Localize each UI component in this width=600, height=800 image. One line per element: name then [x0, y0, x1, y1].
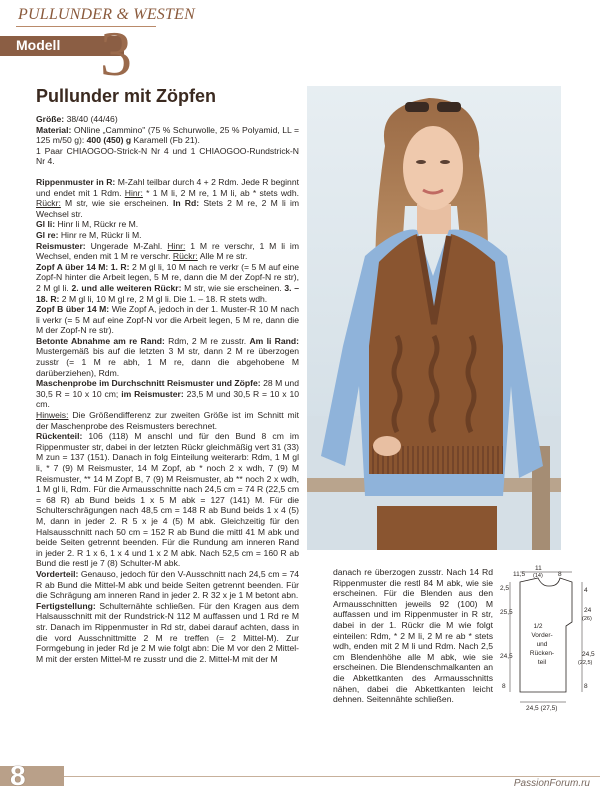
reismuster: Reismuster: Ungerade M-Zahl. Hinr: 1 M re verschr, 1 M li im Wechsel, enden mit 1 M re verschr. Rückr: Alle M re str. — [36, 240, 299, 262]
schema-left-3: 24,5 — [500, 653, 513, 660]
schema-left-1: 2,5 — [500, 585, 510, 592]
instructions-right-column — [333, 567, 493, 705]
page-title: Pullunder mit Zöpfen — [36, 86, 216, 106]
schema-piece-4: Rücken- — [529, 650, 555, 657]
betonte-abnahme: Betonte Abnahme am re Rand: Rdm, 2 M re zusstr. Am li Rand: Mustergemäß bis auf die letzten 3 M str, dann 2 M re überzogen zusstr (= 1 M re abh, 1 M re, dann die abgehobene M darüberziehen), Rdm. — [36, 335, 299, 378]
model-photo — [307, 86, 561, 550]
page-number: 8 — [10, 760, 26, 791]
schema-left-2: 25,5 — [500, 609, 513, 616]
schema-top-2: 11 — [535, 565, 542, 572]
fertigstellung: Fertigstellung: Schulternähte schließen. Für den Kragen aus dem Halsausschnitt mit der Rundstrick-N 112 M auffassen und 1 Rd re M str. Danach im Rippenmuster in Rd str, dabei darauf achten, dass in die vord Ausschnittmitte 2 M re treffen (= 2 Mittel-M). Zur Formgebung in jeder Rd je 2 M wie folgt abn: Die M vor den 2 Mittel-M mit der ersten Mittel-M re zusstr und die 2. Mittel-M mit der M — [36, 600, 299, 664]
schema-right-2b: (26) — [582, 616, 592, 622]
material-line: Material: ONline „Cammino" (75 % Schurwolle, 25 % Polyamid, LL = 125 m/50 g): 400 (450) g Karamell (Fb 21). — [36, 124, 299, 146]
schema-top-1: 11,5 — [513, 571, 526, 578]
zopf-a: Zopf A über 14 M: 1. R: 2 M gl li, 10 M nach re verkr (= 5 M auf eine Zopf-N hinter die Arbeit legen, 5 M re, dann die M der Zopf-N re str), 2 M gl li. 2. und alle weiteren Rückr: M str, wie sie erscheinen. 3. – 18. R: 2 M gl li, 10 M gl re, 2 M gl li. Die 1. – 18. R stets wdh. — [36, 261, 300, 304]
maschenprobe: Maschenprobe im Durchschnitt Reismuster und Zöpfe: 28 M und 30,5 R = 10 x 10 cm; im Reismuster: 23,5 M und 30,5 R = 10 x 10 cm. — [36, 378, 300, 410]
watermark: PassionForum.ru — [513, 778, 590, 789]
schema-bottom: 24,5 (27,5) — [526, 705, 558, 712]
fertigstellung-continued: danach re überzogen zusstr. Nach 14 Rd Rippenmuster die restl 84 M abk, wie sie erscheinen. Für die Blenden aus den Armausschnitten jeweils 92 (100) M auffassen und im Rippenmuster in R str, dabei in der 1. Rückr die M wie folgt einteilen: Rdm, * 2 M li, 2 M re ab * stets wdh, enden mit 2 M li und Rdm. Nach 2,5 cm Blendenhöhe alle M abk, wie sie erscheinen. Die Blendenschmalkanten an die Abkettkanten des Armausschnitts nähen, dabei die Abkettkanten leicht dehnen. Seitennähte schließen. — [333, 567, 493, 705]
schema-top-2b: (14) — [533, 573, 543, 579]
schema-piece-3: und — [536, 641, 548, 648]
series-title: PULLUNDER & WESTEN — [18, 6, 195, 23]
modell-label: Modell — [16, 37, 61, 53]
hinweis: Hinweis: Die Größendifferenz zur zweiten Größe ist im Schnitt mit der Maschenprobe des Reismusters berechnet. — [36, 410, 299, 431]
rueckenteil: Rückenteil: 106 (118) M anschl und für den Bund 8 cm im Rippenmuster str, dabei in der letzten Rückr gleichmäßig vert 31 (33) M zun = 137 (151). Danach in folg Einteilung weiterarb: Rdm, 1 M gl li, * 7 (9) M Reismuster, 14 M Zopf, ab * noch 2 x wdh, 7 (9) M Reismuster, ** 14 M Zopf B, 7 (9) M Reismuster, ab ** noch 2 x wdh, 1 M gl li, Rdm. Für die Armausschnitte nach 24,5 cm = 74 R (22,5 cm = 68 R) ab Bund beids 1 x 5 M abk = 127 (141) M. Für die Schulterschrägungen nach 48,5 cm = 148 R ab Bund beids 1 x 4 (5) M, dann in jeder 2. R 5 x je 4 (5) M abk. Gleichzeitig für den Halsausschnitt nach 50 cm = 152 R ab Bund die mittl 41 M abk und beide Seiten getrennt beenden. Für die Rundung am inneren Rand in jeder 2. R 1 x 6, 1 x 4 und 1 x 2 M abk. Nach 52,5 cm = 160 R ab Bund die restl je 7 (8) Schulter-M abk. — [36, 431, 299, 569]
schema-right-3b: (22,5) — [578, 660, 593, 666]
schema-left-4: 8 — [502, 683, 506, 690]
needles-line: 1 Paar CHIAOGOO-Strick-N Nr 4 und 1 CHIAOGOO-Rundstrick-N Nr 4. — [36, 145, 299, 167]
instructions-left-column — [36, 114, 299, 664]
header-divider — [16, 26, 156, 27]
schema-piece-1: 1/2 — [533, 623, 543, 630]
gl-re: Gl re: Hinr re M, Rückr li M. — [36, 229, 142, 240]
footer-divider — [64, 776, 600, 777]
rippenmuster: Rippenmuster in R: M-Zahl teilbar durch 4 + 2 Rdm. Jede R beginnt und endet mit 1 Rdm. Hinr: * 1 M li, 2 M re, 1 M li, ab * stets wdh. Rückr: M str, wie sie erscheinen. In Rd: Stets 2 M re, 2 M li im Wechsel str. — [36, 176, 300, 219]
pattern-schematic — [500, 560, 596, 712]
schema-right-2: 24 — [584, 607, 592, 614]
schema-right-4: 8 — [584, 683, 588, 690]
schema-right-1: 4 — [584, 587, 588, 594]
schema-piece-2: Vorder- — [531, 632, 553, 639]
modell-number: 3 — [100, 18, 132, 89]
vorderteil: Vorderteil: Genauso, jedoch für den V-Ausschnitt nach 24,5 cm = 74 R ab Bund die Mittel-M abk und beide Seiten getrennt beenden. Für die Schrägung am inneren Rand in jeder 2. R 32 x je 1 M betont abn. — [36, 568, 300, 601]
schema-piece-5: teil — [537, 659, 547, 666]
gl-li: Gl li: Hinr li M, Rückr re M. — [36, 219, 139, 230]
schema-right-3: 24,5 — [582, 651, 595, 658]
zopf-b: Zopf B über 14 M: Wie Zopf A, jedoch in der 1. Muster-R 10 M nach li verkr (= 5 M auf eine Zopf-N vor die Arbeit legen, 5 M re, dann die M der Zopf-N re str). — [36, 304, 299, 336]
size-line: Größe: 38/40 (44/46) — [36, 114, 118, 124]
schema-top-3: 8 — [558, 571, 562, 578]
